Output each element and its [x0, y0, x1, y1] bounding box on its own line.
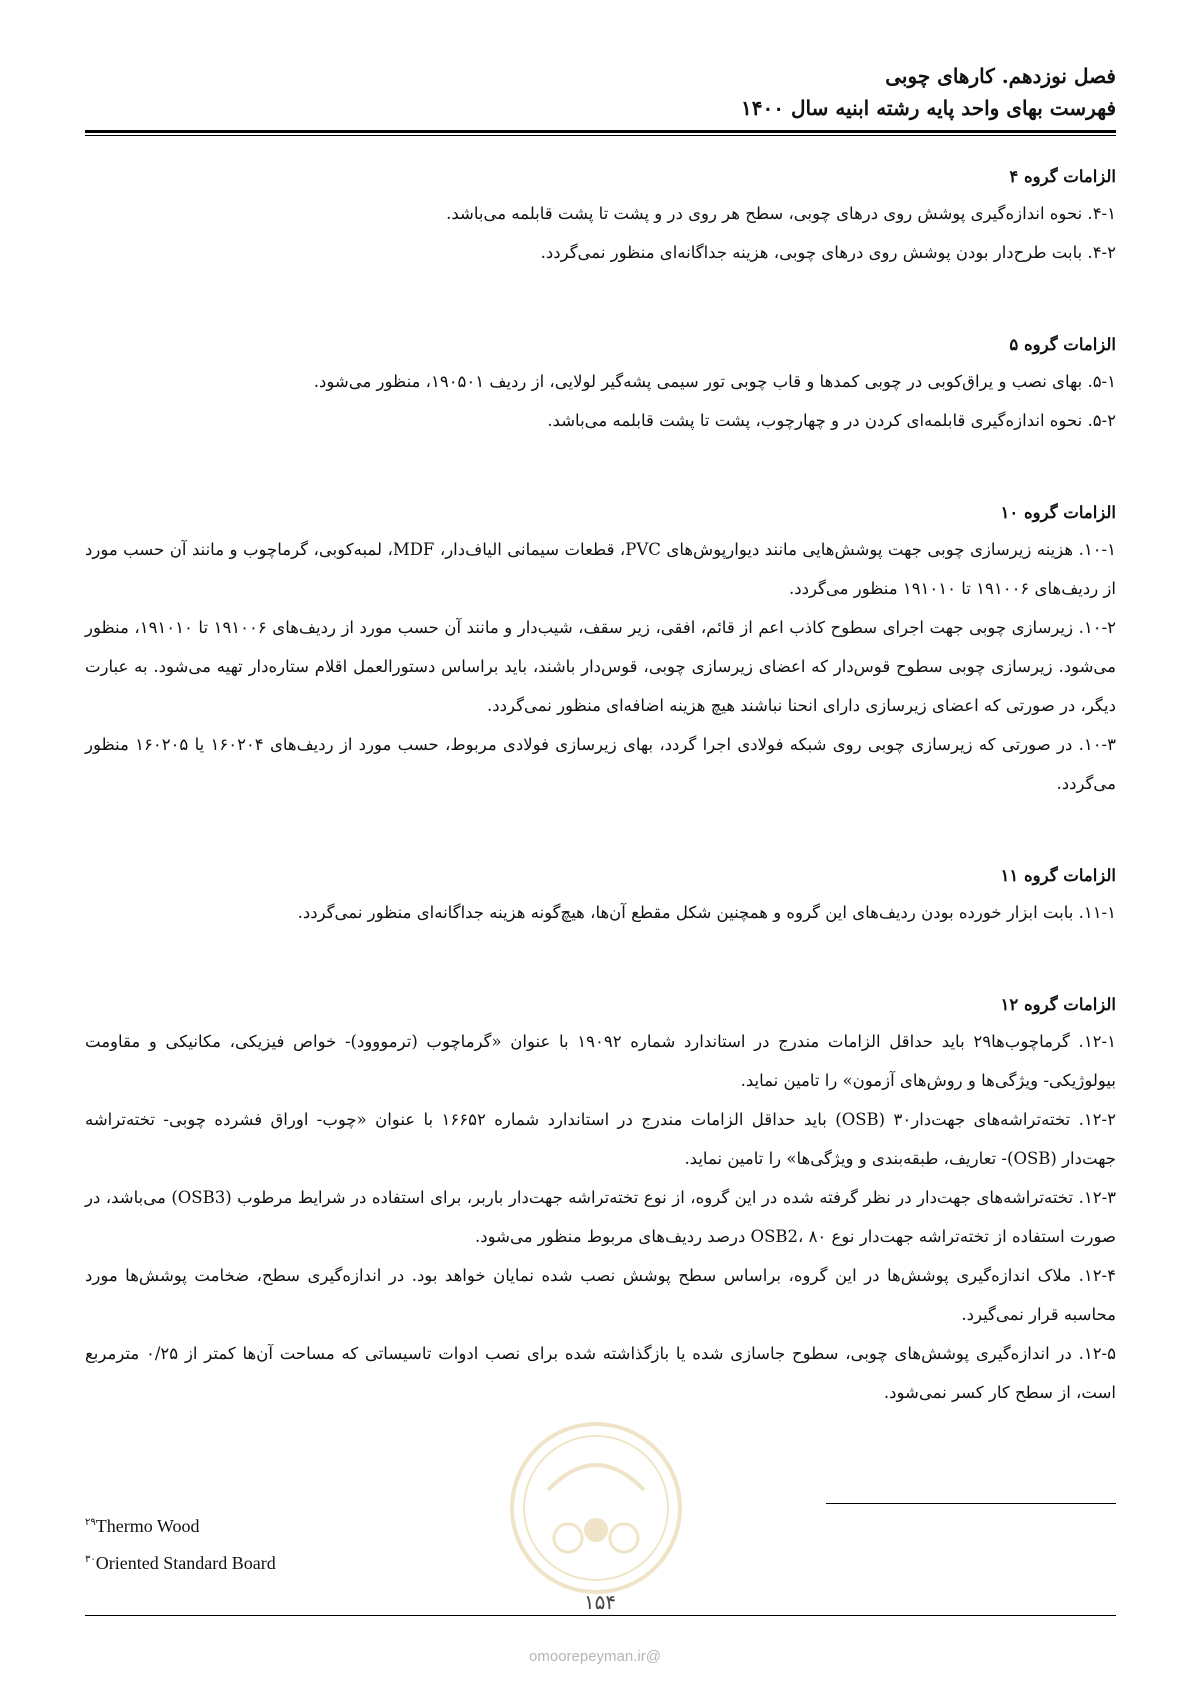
clause-paragraph: ۱۱-۱. بابت ابزار خورده بودن ردیف‌های این گروه و همچنین شکل مقطع آن‌ها، هیچ‌گونه هزینه جداگانه‌ای منظور نمی‌گردد. [297, 903, 1116, 922]
group-title: الزامات گروه ۵ [1009, 335, 1116, 354]
group-section [85, 496, 1116, 803]
clause-paragraph: ۱۰-۲. زیرسازی چوبی جهت اجرای سطوح کاذب اعم از قائم، افقی، زیر سقف، شیب‌دار و مانند آن حسب مورد از ردیف‌های ۱۹۱۰۰۶ تا ۱۹۱۰۱۰، منظور می‌شود. زیرسازی چوبی سطوح قوس‌دار که اعضای زیرسازی چوبی، قوس‌دار باشند، باید براساس دستورالعمل اقلام ستاره‌دار تهیه می‌شود. به عبارت دیگر، در صورتی که اعضای زیرسازی دارای انحنا نباشند هیچ هزینه اضافه‌ای منظور نمی‌گردد. [85, 618, 1117, 715]
footnotes [85, 1506, 276, 1580]
group-section [85, 988, 1116, 1412]
clause-paragraph: ۱۲-۳. تخته‌تراشه‌های جهت‌دار در نظر گرفته شده در این گروه، از نوع تخته‌تراشه جهت‌دار باربر، برای استفاده در شرایط مرطوب (OSB3) می‌باشد، در صورت استفاده از تخته‌تراشه جهت‌دار نوع OSB2، ۸۰ درصد ردیف‌های مربوط منظور می‌شود. [85, 1188, 1117, 1246]
clause-paragraph: ۱۲-۵. در اندازه‌گیری پوشش‌های چوبی، سطوح جاسازی شده یا بازگذاشته شده برای نصب ادوات تاسیساتی که مساحت آن‌ها کمتر از ۰/۲۵ مترمربع است، از سطح کار کسر نمی‌شود. [85, 1344, 1116, 1402]
watermark-url: @omoorepeyman.ir [529, 1648, 661, 1665]
page-header [85, 60, 1116, 124]
clause-paragraph: ۱۰-۳. در صورتی که زیرسازی چوبی روی شبکه فولادی اجرا گردد، بهای زیرسازی فولادی مربوط، حسب مورد از ردیف‌های ۱۶۰۲۰۴ یا ۱۶۰۲۰۵ منظور می‌گردد. [85, 735, 1116, 793]
group-title: الزامات گروه ۴ [1009, 167, 1116, 186]
clause-paragraph: ۱۲-۲. تخته‌تراشه‌های جهت‌دار۳۰ (OSB) باید حداقل الزامات مندرج در استاندارد شماره ۱۶۶۵۲ با عنوان «چوب- اوراق فشرده چوبی- تخته‌تراشه جهت‌دار (OSB)- تعاریف، طبقه‌بندی و ویژگی‌ها» را تامین نماید. [85, 1110, 1116, 1168]
footer-rule [85, 1615, 1116, 1616]
clause-paragraph: ۴-۱. نحوه اندازه‌گیری پوشش روی درهای چوبی، سطح هر روی در و پشت تا پشت قابلمه می‌باشد. [446, 204, 1116, 223]
group-title: الزامات گروه ۱۲ [1000, 995, 1116, 1014]
document-subtitle: فهرست بهای واحد پایه رشته ابنیه سال ۱۴۰۰ [741, 96, 1116, 120]
header-rule-thick [85, 130, 1116, 133]
footnote-item: $^{۲۹}$Thermo Wood [85, 1516, 200, 1536]
watermark-seal-icon [508, 1420, 684, 1596]
clause-paragraph: ۵-۲. نحوه اندازه‌گیری قابلمه‌ای کردن در و چهارچوب، پشت تا پشت قابلمه می‌باشد. [547, 411, 1116, 430]
group-title: الزامات گروه ۱۰ [1000, 503, 1116, 522]
clause-paragraph: ۱۲-۴. ملاک اندازه‌گیری پوشش‌ها در این گروه، براساس سطح پوشش نصب شده نمایان خواهد بود. در اندازه‌گیری سطح، ضخامت پوشش‌ها مورد محاسبه قرار نمی‌گیرد. [85, 1266, 1116, 1324]
main-content [85, 160, 1116, 1412]
group-section [85, 160, 1116, 272]
clause-paragraph: ۱۲-۱. گرماچوب‌ها۲۹ باید حداقل الزامات مندرج در استاندارد شماره ۱۹۰۹۲ با عنوان «گرماچوب (ترمووود)- خواص فیزیکی، مکانیکی و مقاومت بیولوژیکی- ویژگی‌ها و روش‌های آزمون» را تامین نماید. [85, 1032, 1116, 1090]
clause-paragraph: ۴-۲. بابت طرح‌دار بودن پوشش روی درهای چوبی، هزینه جداگانه‌ای منظور نمی‌گردد. [540, 243, 1116, 262]
footnote-divider [826, 1503, 1116, 1504]
clause-paragraph: ۵-۱. بهای نصب و یراق‌کوبی در چوبی کمدها و قاب چوبی تور سیمی پشه‌گیر لولایی، از ردیف ۱۹۰۵۰۱، منظور می‌شود. [313, 372, 1116, 391]
page-number: ۱۵۴ [583, 1590, 617, 1614]
clause-paragraph: ۱۰-۱. هزینه زیرسازی چوبی جهت پوشش‌هایی مانند دیوارپوش‌های PVC، قطعات سیمانی الیاف‌دار، MDF، لمبه‌کوبی، گرماچوب و مانند آن حسب مورد از ردیف‌های ۱۹۱۰۰۶ تا ۱۹۱۰۱۰ منظور می‌گردد. [85, 540, 1116, 598]
header-rule-thin [85, 135, 1116, 136]
group-title: الزامات گروه ۱۱ [1000, 866, 1116, 885]
chapter-title: فصل نوزدهم. کارهای چوبی [885, 64, 1116, 88]
group-section [85, 328, 1116, 440]
group-section [85, 859, 1116, 932]
footnote-item: $^{۳۰}$Oriented Standard Board [85, 1553, 276, 1573]
